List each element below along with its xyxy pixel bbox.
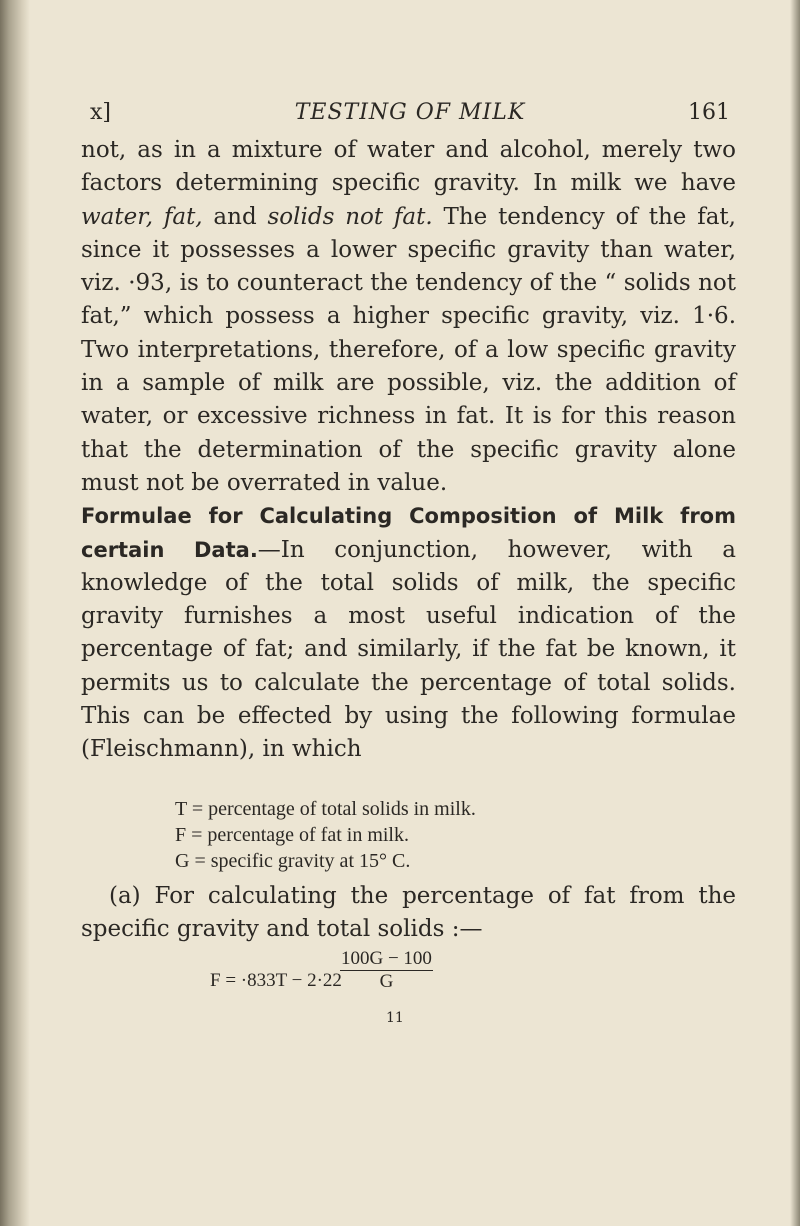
page-number: 161 [688, 100, 730, 125]
italic-run: solids not fat. [267, 203, 433, 230]
text-run: The tendency of the fat, since it possesses a lower specific gravity than water, viz. ·93, is to counteract the tendency of the “ solids not fat,” which possess a higher specific gravity, viz. 1·6. Two interpretations, therefore, of a low specific gravity in a sample of milk are possible, viz. the addition of water, or excessive richness in fat. It is for this reason that the determination of the specific gravity alone must not be overrated in value. [81, 203, 736, 496]
paragraph-3-wrap [81, 880, 736, 947]
main-text [81, 134, 736, 767]
paragraph-1 [81, 134, 736, 500]
variable-definitions [175, 796, 476, 874]
definition-f: F = percentage of fat in milk. [175, 824, 409, 846]
formula-left: F = ·833T − 2·22 [210, 970, 342, 991]
page-shadow-left [0, 0, 30, 1226]
text-run: and [202, 203, 268, 230]
paragraph-2 [81, 500, 736, 766]
chapter-marker: x] [90, 100, 111, 125]
fat-formula [210, 948, 510, 1008]
page-shadow-right [790, 0, 800, 1226]
italic-run: water, fat, [81, 203, 203, 230]
running-header [90, 100, 730, 130]
signature-mark: 11 [386, 1010, 404, 1026]
definition-t: T = percentage of total solids in milk. [175, 798, 476, 820]
text-run: For calculating the percentage of fat from the specific gravity and total solids :— [81, 883, 736, 943]
running-title: TESTING OF MILK [294, 100, 526, 125]
text-run: —In conjunction, however, with a knowledge of the total solids of milk, the specific gravity furnishes a most useful indication of the percentage of fat; and similarly, if the fat be known, it permits us to calculate the percentage of total solids. This can be effected by using the following formulae (Fleischmann), in which [81, 536, 736, 763]
definition-g: G = specific gravity at 15° C. [175, 850, 411, 872]
fraction-denominator: G [379, 971, 394, 992]
section-heading: Formulae for Calculating Composition of Milk from certain Data. [81, 504, 736, 562]
paragraph-3 [81, 880, 736, 947]
fraction-numerator: 100G − 100 [341, 948, 432, 969]
formula-fraction [340, 948, 433, 993]
item-label: (a) [109, 883, 141, 909]
text-run: not, as in a mixture of water and alcohol, merely two factors determining specific gravity. In milk we have [81, 137, 736, 197]
